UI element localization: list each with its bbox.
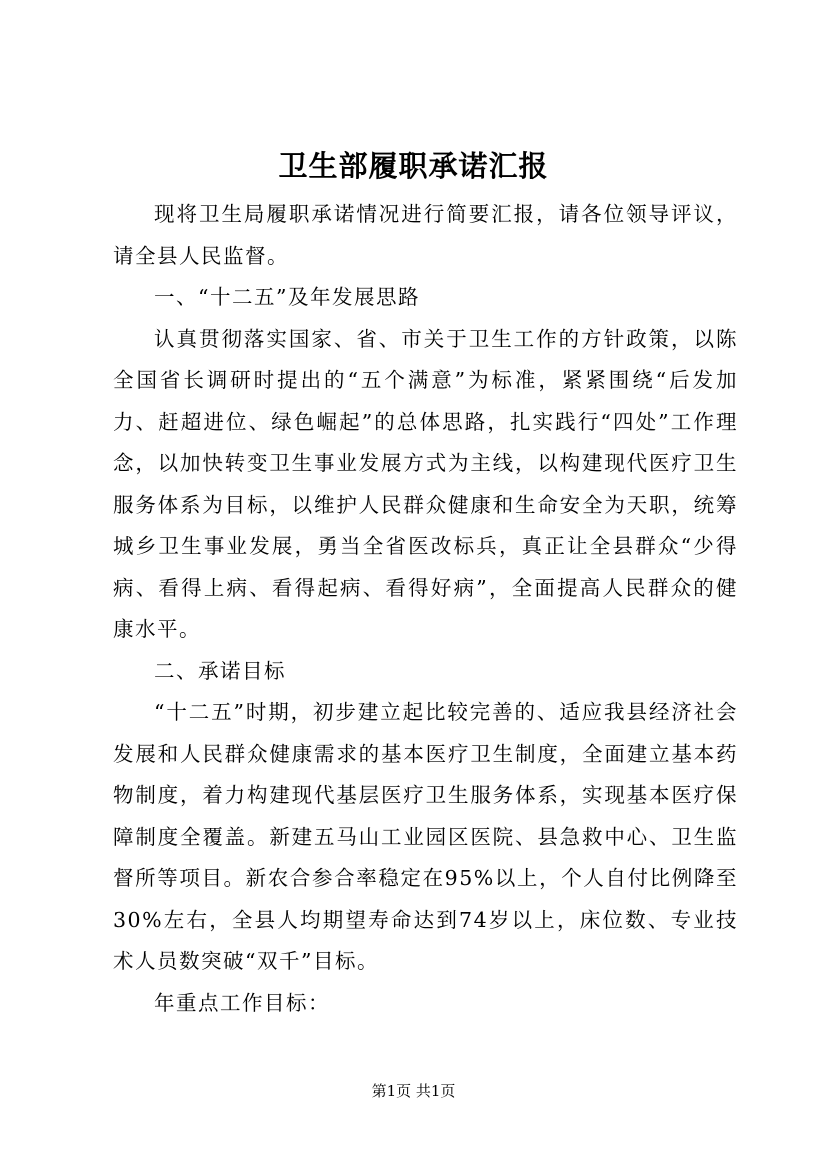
paragraph-intro: 现将卫生局履职承诺情况进行简要汇报，请各位领导评议，请全县人民监督。 <box>113 202 738 268</box>
document-title: 卫生部履职承诺汇报 <box>278 149 549 183</box>
document-body <box>113 194 738 1024</box>
paragraph-key-work-goals: 年重点工作目标： <box>154 990 330 1015</box>
paragraph-commitment-goals: “十二五”时期，初步建立起比较完善的、适应我县经济社会发展和人民群众健康需求的基本医疗卫生制度，全面建立基本药物制度，着力构建现代基层医疗卫生服务体系，实现基本医疗保障制度全覆盖。新建五马山工业园区医院、县急救中心、卫生监督所等项目。新农合参合率稳定在95%以上，个人自付比例降至30%左右，全县人均期望寿命达到74岁以上，床位数、专业技术人员数突破“双千”目标。 <box>113 700 738 973</box>
paragraph-development-ideas: 认真贯彻落实国家、省、市关于卫生工作的方针政策，以陈全国省长调研时提出的“五个满意”为标准，紧紧围绕“后发加力、赶超进位、绿色崛起”的总体思路，扎实践行“四处”工作理念，以加快转变卫生事业发展方式为主线，以构建现代医疗卫生服务体系为目标，以维护人民群众健康和生命安全为天职，统筹城乡卫生事业发展，勇当全省医改标兵，真正让全县群众“少得病、看得上病、看得起病、看得好病”，全面提高人民群众的健康水平。 <box>113 326 738 641</box>
section-heading-1: 一、“十二五”及年发展思路 <box>154 285 420 309</box>
section-heading-2: 二、承诺目标 <box>154 658 286 683</box>
page-footer: 第1页 共1页 <box>371 1082 456 1100</box>
